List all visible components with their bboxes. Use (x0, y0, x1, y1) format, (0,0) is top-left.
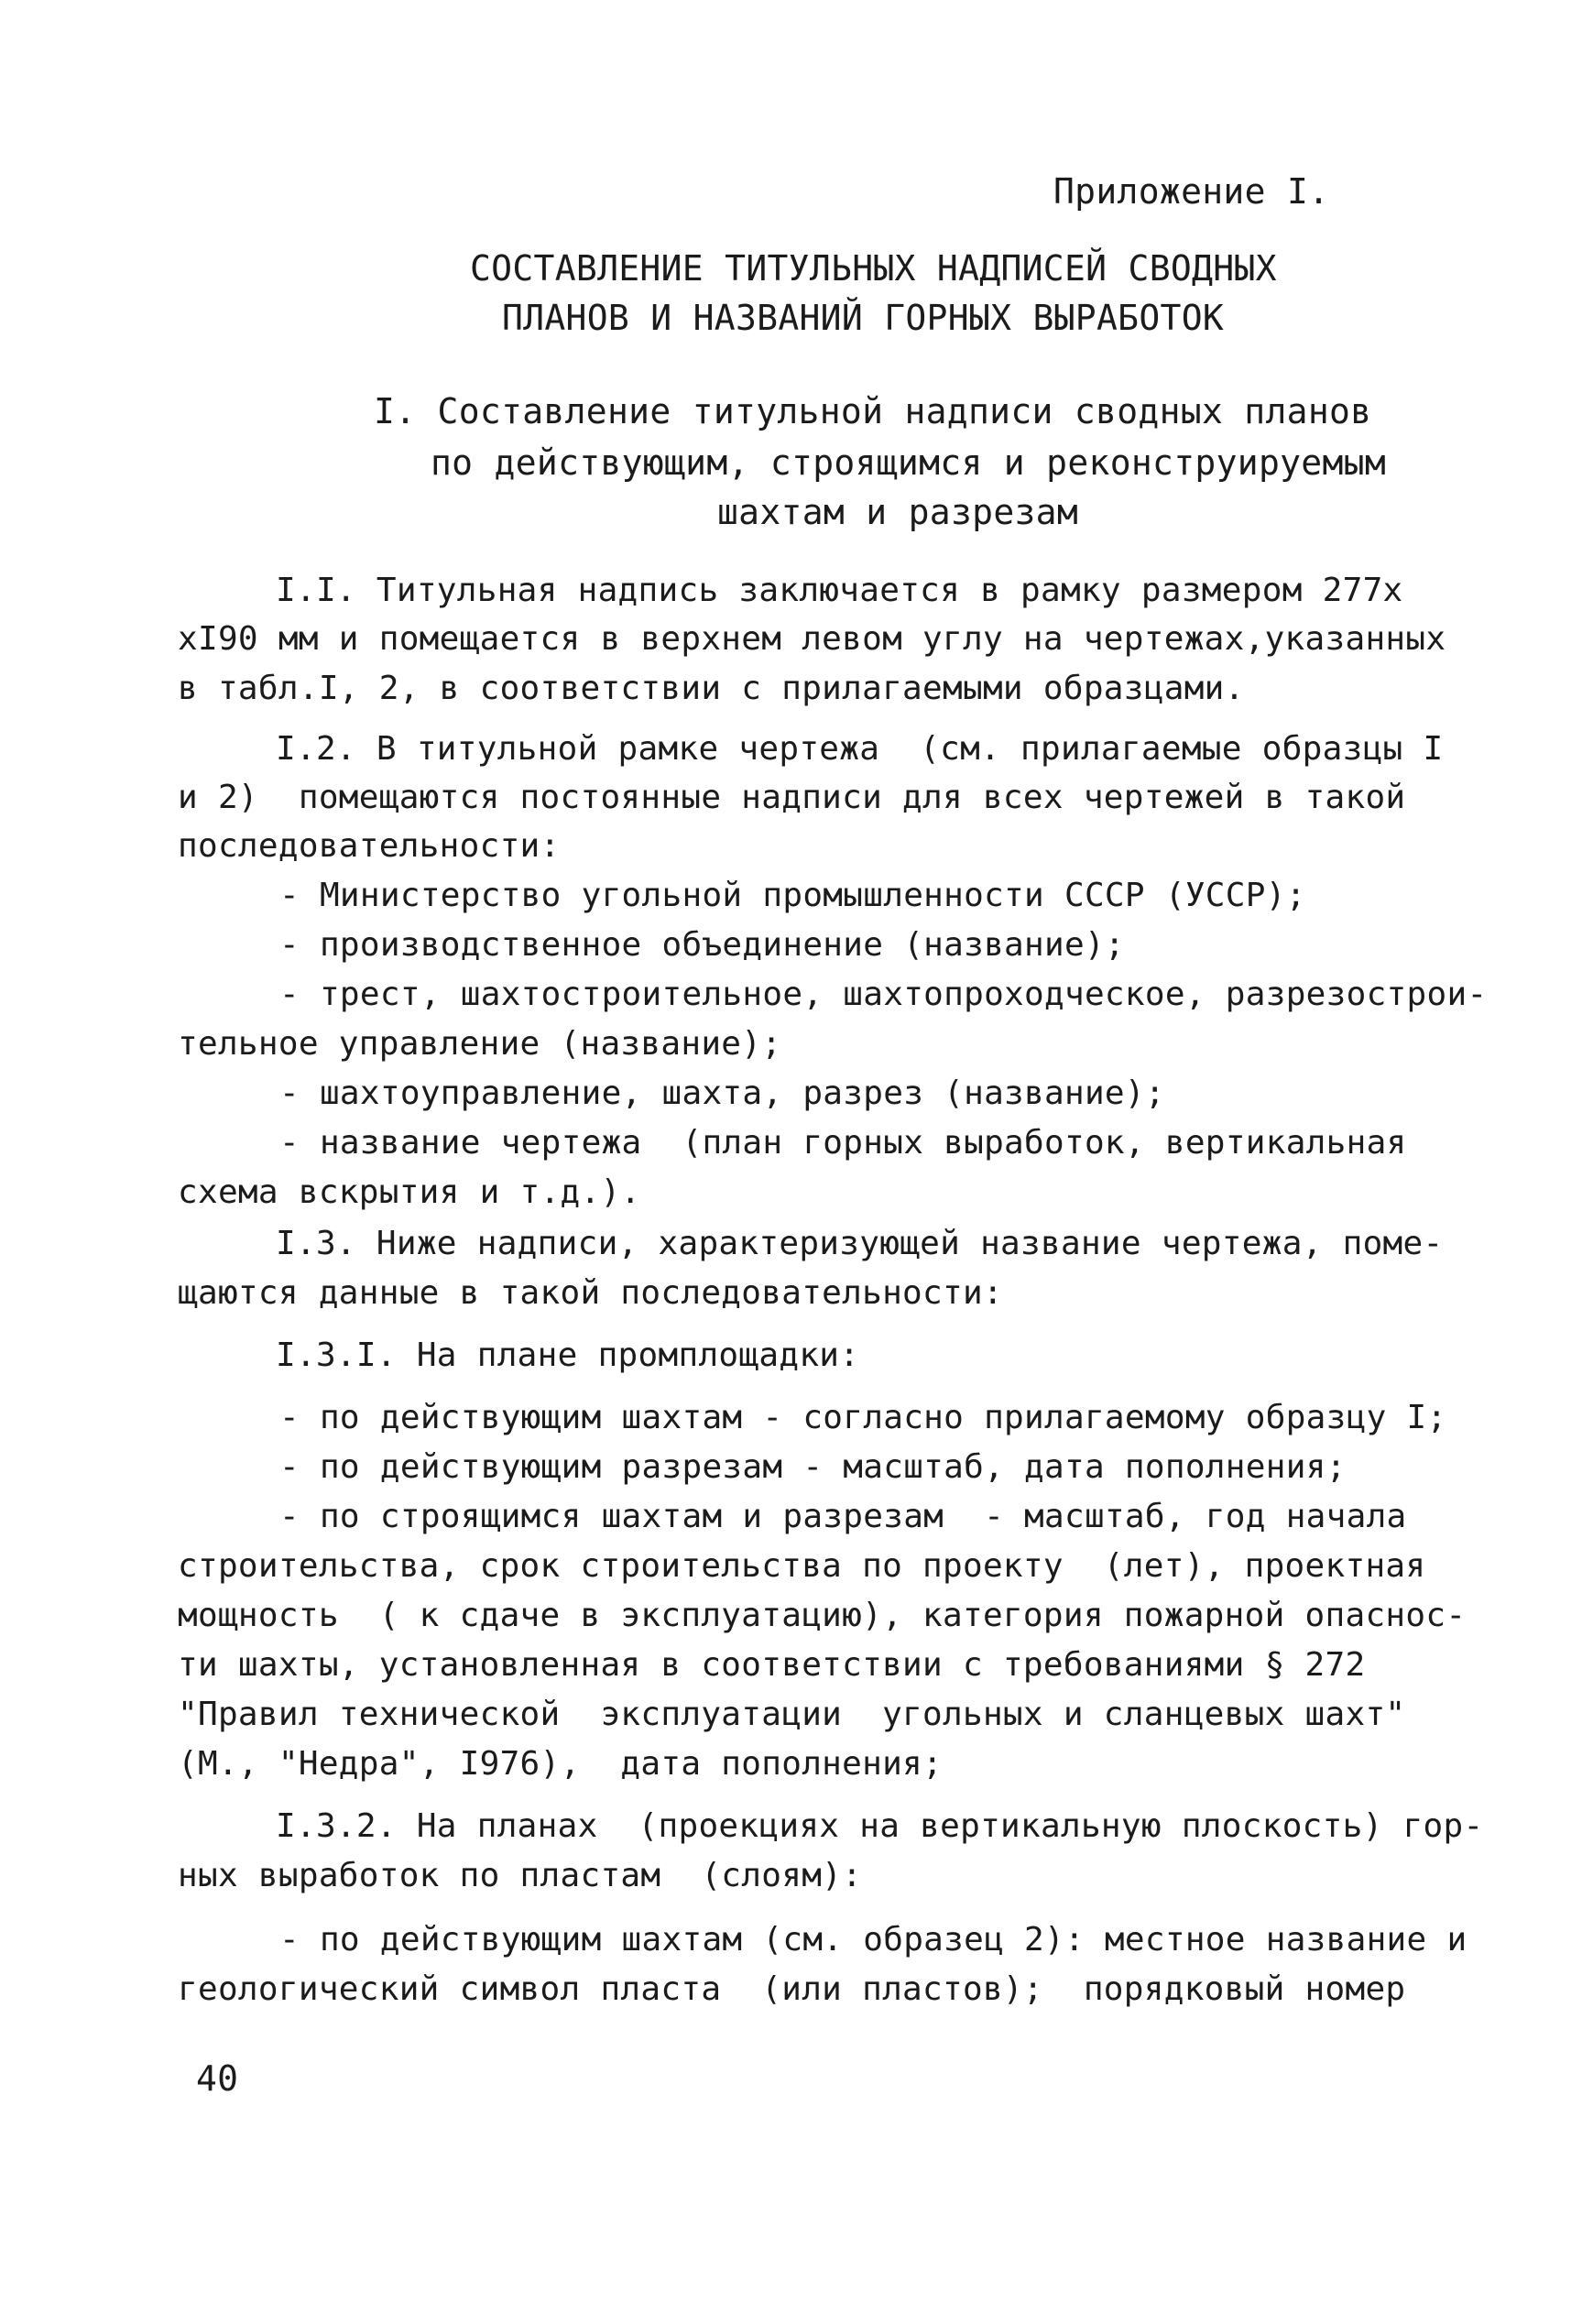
section-title-line: по действующим, строящимся и реконструируемым (431, 442, 1387, 483)
body-line: I.3. Ниже надписи, характеризующей название чертежа, поме- (276, 1225, 1444, 1262)
list-item: - трест, шахтостроительное, шахтопроходческое, разрезострои- (279, 976, 1488, 1013)
body-line: I.3.2. На планах (проекциях на вертикальную плоскость) гор- (276, 1807, 1484, 1845)
list-item: - шахтоуправление, шахта, разрез (название); (279, 1075, 1165, 1112)
list-item: - по действующим шахтам (см. образец 2): местное название и (279, 1921, 1467, 1958)
body-line: и 2) помещаются постоянные надписи для всех чертежей в такой (178, 779, 1406, 816)
page-number: 40 (196, 2058, 239, 2099)
body-line: щаются данные в такой последовательности: (178, 1274, 1003, 1312)
body-line: последовательности: (178, 827, 561, 865)
body-line: строительства, срок строительства по проекту (лет), проектная (178, 1547, 1426, 1585)
body-line: хI90 мм и помещается в верхнем левом углу на чертежах,указанных (178, 620, 1446, 658)
document-title-line: СОСТАВЛЕНИЕ ТИТУЛЬНЫХ НАДПИСЕЙ СВОДНЫХ (470, 248, 1277, 289)
body-line: I.2. В титульной рамке чертежа (см. прилагаемые образцы I (276, 730, 1444, 768)
list-item: - по действующим шахтам - согласно прилагаемому образцу I; (279, 1399, 1447, 1436)
body-line: в табл.I, 2, в соответствии с прилагаемыми образцами. (178, 670, 1245, 707)
body-line: "Правил технической эксплуатации угольных и сланцевых шахт" (178, 1696, 1406, 1733)
section-title-line: шахтам и разрезам (717, 492, 1079, 532)
appendix-label: Приложение I. (1053, 171, 1330, 212)
list-item: - по действующим разрезам - масштаб, дата пополнения; (279, 1448, 1347, 1486)
body-line: тельное управление (название); (178, 1025, 782, 1063)
list-item: - название чертежа (план горных выработок, вертикальная (279, 1124, 1407, 1162)
body-line: ти шахты, установленная в соответствии с требованиями § 272 (178, 1646, 1366, 1684)
body-line: I.3.I. На плане промплощадки: (276, 1337, 860, 1374)
body-line: I.I. Титульная надпись заключается в рамку размером 277х (276, 572, 1403, 609)
section-title-line: I. Составление титульной надписи сводных планов (374, 391, 1372, 431)
body-line: (М., "Недра", I976), дата пополнения; (178, 1745, 944, 1783)
document-title-line: ПЛАНОВ И НАЗВАНИЙ ГОРНЫХ ВЫРАБОТОК (502, 298, 1225, 338)
list-item: - Министерство угольной промышленности СССР (УССР); (279, 877, 1306, 914)
body-line: ных выработок по пластам (слоям): (178, 1857, 863, 1894)
body-line: мощность ( к сдаче в эксплуатацию), категория пожарной опаснос- (178, 1597, 1467, 1634)
list-item: - по строящимся шахтам и разрезам - масштаб, год начала (279, 1498, 1407, 1535)
body-line: геологический символ пласта (или пластов); порядковый номер (178, 1970, 1406, 2008)
list-item: - производственное объединение (название); (279, 926, 1125, 964)
body-line: схема вскрытия и т.д.). (178, 1173, 641, 1211)
